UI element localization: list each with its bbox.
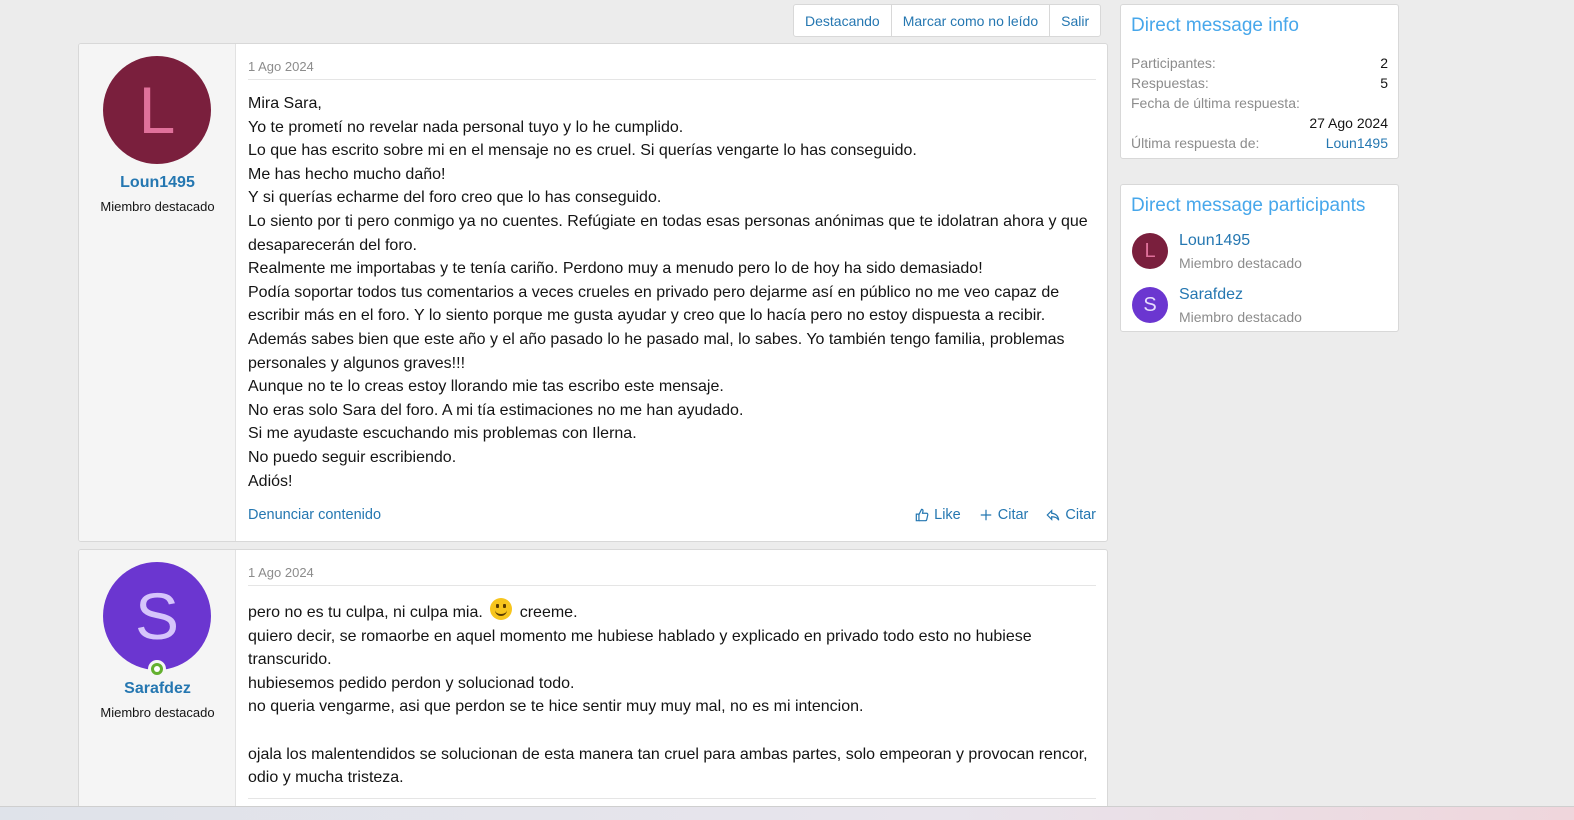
- taskbar-edge: [0, 806, 1574, 820]
- last-date-label-row: [1131, 93, 1388, 113]
- replies-value: 5: [1380, 75, 1388, 91]
- smiley-icon: [490, 598, 512, 620]
- message-line-text: pero no es tu culpa, ni culpa mia.: [248, 604, 483, 621]
- message-text: [248, 92, 1096, 493]
- message: [78, 549, 1108, 809]
- message: [78, 43, 1108, 542]
- message-text: [248, 598, 1096, 790]
- participant-title: Miembro destacado: [1179, 309, 1302, 325]
- message-line-text: creeme.: [519, 604, 578, 621]
- last-date-label: Fecha de última respuesta:: [1131, 95, 1300, 111]
- reply-button[interactable]: [1046, 507, 1096, 523]
- avatar[interactable]: L: [103, 56, 211, 164]
- message-line: Lo siento por ti pero conmigo ya no cuentes. Refúgiate en todas esas personas anónimas que te idolatran ahora y que desaparecerán del foro.: [248, 212, 1088, 254]
- message-actions: [915, 507, 1096, 523]
- conversation-actions: [793, 4, 1101, 37]
- replies-label: Respuestas:: [1131, 75, 1209, 91]
- participants-row: [1131, 53, 1388, 73]
- avatar[interactable]: L: [1132, 233, 1168, 269]
- participant-item: [1131, 223, 1388, 277]
- participants-value: 2: [1380, 55, 1388, 71]
- online-status-icon: [148, 660, 166, 678]
- reply-icon: [1046, 508, 1060, 522]
- message-line: no queria vengarme, asi que perdon se te hice sentir muy muy mal, no es mi intencion.: [248, 698, 864, 716]
- message-line: Además sabes bien que este año y el año pasado lo he pasado mal, lo sabes. Yo también tengo familia, problemas personales y algunos graves!!!: [248, 330, 1065, 372]
- quote-button[interactable]: [979, 507, 1029, 523]
- thumbs-up-icon: [915, 508, 929, 522]
- message-body: [248, 44, 1096, 493]
- message-line: Aunque no te lo creas estoy llorando mie tas escribo este mensaje.: [248, 378, 724, 396]
- message-line: Realmente me importabas y te tenía cariño. Perdono muy a menudo pero lo de hoy ha sido demasiado!: [248, 260, 983, 278]
- message-user-cell: [79, 550, 236, 808]
- message-line: Mira Sara,: [248, 95, 322, 112]
- message-line: ojala los malentendidos se solucionan de esta manera tan cruel para ambas partes, solo empeoran y provocan rencor, odio y mucha tristeza.: [248, 745, 1088, 787]
- avatar[interactable]: S: [103, 562, 211, 670]
- message-line: Adiós!: [248, 472, 293, 490]
- participant-item: [1131, 277, 1388, 331]
- message-line: No puedo seguir escribiendo.: [248, 448, 457, 466]
- message-line: Si me ayudaste escuchando mis problemas con Ilerna.: [248, 425, 637, 443]
- message-date[interactable]: 1 Ago 2024: [248, 59, 1096, 80]
- avatar[interactable]: S: [1132, 287, 1168, 323]
- message-line: Podía soportar todos tus comentarios a veces crueles en privado pero dejarme así en público no me veo capaz de escribir más en el foro. Y lo siento porque me gusta ayudar y creo que lo hacía pero no estoy dispuesta a recibir.: [248, 283, 1060, 325]
- panel-title: Direct message info: [1131, 15, 1299, 36]
- participant-name-link[interactable]: Sarafdez: [1179, 286, 1244, 303]
- plus-icon: [979, 508, 993, 522]
- last-date-value: 27 Ago 2024: [1309, 115, 1388, 131]
- last-by-label: Última respuesta de:: [1131, 135, 1260, 151]
- participants-list: [1131, 223, 1388, 331]
- message-line: Y si querías echarme del foro creo que lo has conseguido.: [248, 189, 662, 207]
- message-line: Yo te prometí no revelar nada personal tuyo y lo he cumplido.: [248, 118, 684, 136]
- panel-title: Direct message participants: [1131, 195, 1366, 216]
- replies-row: [1131, 73, 1388, 93]
- mark-unread-button[interactable]: Marcar como no leído: [891, 5, 1049, 36]
- message-footer: [248, 507, 1096, 527]
- message-body: [248, 550, 1096, 790]
- like-label: Like: [934, 507, 961, 523]
- featuring-button[interactable]: Destacando: [805, 12, 880, 29]
- user-title: Miembro destacado: [100, 705, 215, 720]
- message-line: [248, 719, 1096, 743]
- message-line: Me has hecho mucho daño!: [248, 165, 446, 183]
- like-button[interactable]: [915, 507, 961, 523]
- report-link[interactable]: Denunciar contenido: [248, 507, 382, 523]
- last-date-value-row: [1131, 113, 1388, 133]
- message-line: quiero decir, se romaorbe en aquel momento me hubiese hablado y explicado en privado todo esto no hubiese transcurido.: [248, 627, 1032, 669]
- message-line: No eras solo Sara del foro. A mi tía estimaciones no me han ayudado.: [248, 401, 744, 419]
- participants-label: Participantes:: [1131, 55, 1216, 71]
- info-list: [1131, 53, 1388, 153]
- participant-name-link[interactable]: Loun1495: [1179, 232, 1251, 249]
- divider: [248, 798, 1096, 799]
- quote-label: Citar: [997, 507, 1029, 523]
- direct-message-info-panel: [1120, 4, 1399, 159]
- user-title: Miembro destacado: [100, 199, 215, 214]
- message-date[interactable]: 1 Ago 2024: [248, 565, 1096, 586]
- message-user-cell: [79, 44, 236, 541]
- reply-label: Citar: [1065, 507, 1096, 523]
- participant-title: Miembro destacado: [1179, 255, 1302, 271]
- last-by-row: [1131, 133, 1388, 153]
- message-line: hubiesemos pedido perdon y solucionad todo.: [248, 674, 575, 692]
- username-link[interactable]: Sarafdez: [124, 680, 191, 697]
- message-line: Lo que has escrito sobre mi en el mensaje no es cruel. Si querías vengarte lo has conseguido.: [248, 142, 917, 160]
- message-line: [248, 598, 1096, 625]
- direct-message-participants-panel: [1120, 184, 1399, 332]
- last-by-user-link[interactable]: Loun1495: [1325, 135, 1388, 151]
- username-link[interactable]: Loun1495: [120, 174, 195, 191]
- leave-button[interactable]: Salir: [1049, 5, 1100, 36]
